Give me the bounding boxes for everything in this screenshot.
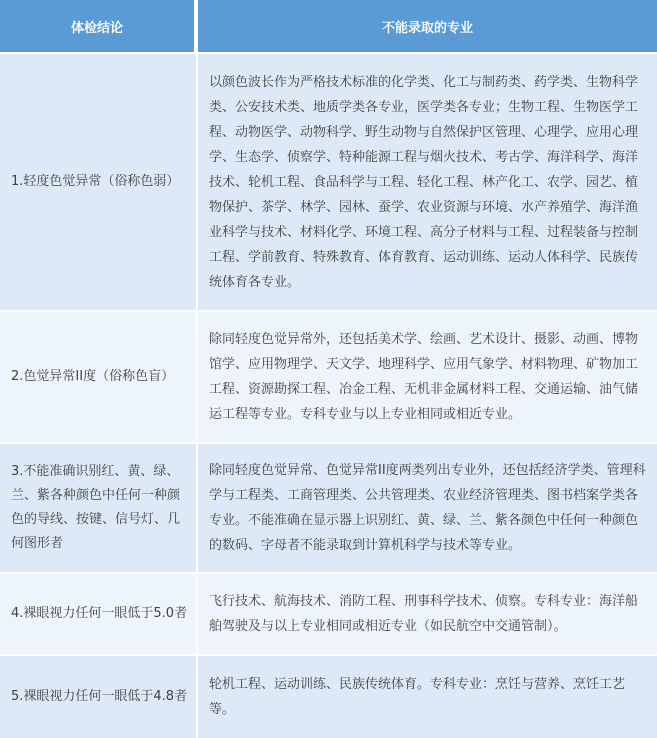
majors-cell [198,656,657,738]
majors-cell [198,574,657,654]
majors-cell [198,444,657,572]
table-row [0,574,657,654]
table-row [0,54,657,310]
header-conclusion: 体检结论 [0,0,196,52]
majors-text: 除同轻度色觉异常外，还包括美术学、绘画、艺术设计、摄影、动画、博物馆学、应用物理学、天文学、地理科学、应用气象学、材料物理、矿物加工工程、资源勘探工程、冶金工程、无机非金属材料工程、交通运输、油气储运工程等专业。专科专业与以上专业相同或相近专业。 [209,332,639,422]
conclusion-cell [0,444,196,572]
table-header-row [0,0,657,52]
conclusion-text: 2.色觉异常II度（俗称色盲） [11,369,175,384]
table-row [0,312,657,442]
conclusion-cell [0,574,196,654]
majors-text: 飞行技术、航海技术、消防工程、刑事科学技术、侦察。专科专业：海洋船舶驾驶及与以上专业相同或相近专业（如民航空中交通管制）。 [209,594,639,634]
table-row [0,444,657,572]
conclusion-text: 3.不能准确识别红、黄、绿、兰、紫各种颜色中任何一种颜色的导线、按键、信号灯、几何图形者 [11,464,181,551]
conclusion-cell [0,54,196,310]
majors-text: 除同轻度色觉异常、色觉异常II度两类列出专业外，还包括经济学类、管理科学与工程类、工商管理类、公共管理类、农业经济管理类、图书档案学类各专业。不能准确在显示器上识别红、黄、绿、兰、紫各颜色中任何一种颜色的数码、字母者不能录取到计算机科学与技术等专业。 [209,463,646,553]
majors-text: 轮机工程、运动训练、民族传统体育。专科专业：烹饪与营养、烹饪工艺等。 [209,677,626,717]
header-majors: 不能录取的专业 [198,0,657,52]
conclusion-text: 1.轻度色觉异常（俗称色弱） [11,174,180,189]
conclusion-text: 4.裸眼视力任何一眼低于5.0者 [11,606,188,621]
conclusion-text: 5.裸眼视力任何一眼低于4.8者 [11,689,188,704]
conclusion-cell [0,656,196,738]
table-row [0,656,657,738]
majors-cell [198,312,657,442]
conclusion-cell [0,312,196,442]
majors-text: 以颜色波长作为严格技术标准的化学类、化工与制药类、药学类、生物科学类、公安技术类、地质学类各专业，医学类各专业；生物工程、生物医学工程、动物医学、动物科学、野生动物与自然保护区管理、心理学、应用心理学、生态学、侦察学、特种能源工程与烟火技术、考古学、海洋科学、海洋技术、轮机工程、食品科学与工程、轻化工程、林产化工、农学、园艺、植物保护、茶学、林学、园林、蚕学、农业资源与环境、水产养殖学、海洋渔业科学与技术、材料化学、环境工程、高分子材料与工程、过程装备与控制工程、学前教育、特殊教育、体育教育、运动训练、运动人体科学、民族传统体育各专业。 [209,74,639,290]
majors-cell [198,54,657,310]
